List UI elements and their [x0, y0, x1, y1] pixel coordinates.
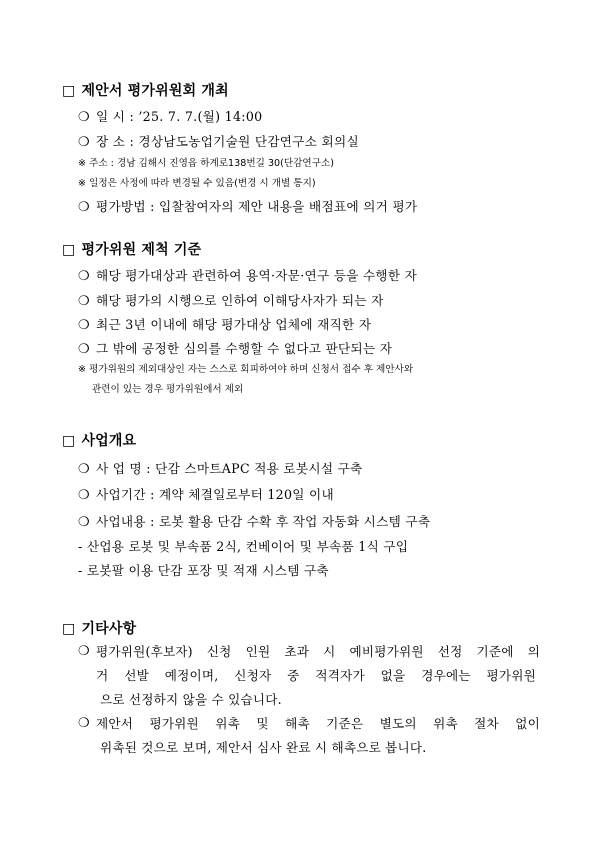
- section-heading-exclusion: [62, 239, 201, 259]
- item-text: 평가방법 : 입찰참여자의 제안 내용을 배점표에 의거 평가: [96, 199, 418, 214]
- item-text: 일 시 : ’25. 7. 7.(월) 14:00: [96, 109, 263, 124]
- list-item-exclusion-1: [78, 265, 417, 284]
- circle-bullet-icon: ❍: [78, 515, 90, 530]
- note-schedule: ※ 일정은 사정에 따라 변경될 수 있음(변경 시 개별 통지): [78, 178, 316, 189]
- note-address: ※ 주소 : 경남 김해시 진영읍 하계로138번길 30(단감연구소): [78, 158, 334, 169]
- section-box-icon: □: [62, 621, 76, 637]
- item-text: 사업내용 : 로봇 활용 단감 수확 후 작업 자동화 시스템 구축: [96, 514, 431, 529]
- list-item-project-content: [78, 511, 430, 530]
- list-item-exclusion-2: [78, 290, 384, 309]
- section-heading-etc: [62, 618, 136, 638]
- paragraph-reserve-evaluators: [78, 640, 540, 712]
- paragraph-line: 으로 선정하지 않을 수 있습니다.: [100, 692, 282, 707]
- circle-bullet-icon: ❍: [78, 488, 90, 503]
- section-heading-overview: [62, 430, 136, 450]
- note-exclusion-line2: 관련이 있는 경우 평가위원에서 제외: [92, 384, 244, 395]
- item-text: 사 업 명 : 단감 스마트APC 적용 로봇시설 구축: [96, 461, 363, 476]
- list-item-exclusion-3: [78, 314, 371, 333]
- circle-bullet-icon: ❍: [78, 135, 90, 150]
- section-title: 기타사항: [81, 621, 137, 637]
- note-exclusion-line1: ※ 평가위원의 제외대상인 자는 스스로 회피하여야 하며 신청서 접수 후 제안사와: [78, 364, 414, 375]
- list-item-project-period: [78, 484, 334, 503]
- paragraph-line: 제안서 평가위원 위촉 및 해촉 기준은 별도의 위촉 절차 없이: [96, 716, 540, 731]
- item-text: 최근 3년 이내에 해당 평가대상 업체에 재직한 자: [96, 317, 372, 332]
- circle-bullet-icon: ❍: [78, 716, 90, 731]
- circle-bullet-icon: ❍: [78, 644, 90, 659]
- circle-bullet-icon: ❍: [78, 269, 90, 284]
- paragraph-line: 평가위원(후보자) 신청 인원 초과 시 예비평가위원 선정 기준에 의: [96, 644, 540, 659]
- list-item-project-name: [78, 458, 363, 477]
- circle-bullet-icon: ❍: [78, 342, 90, 357]
- item-text: 해당 평가의 시행으로 인하여 이해당사자가 되는 자: [96, 293, 384, 308]
- dash-item-robot-purchase: - 산업용 로봇 및 부속품 2식, 컨베이어 및 부속품 1식 구입: [78, 539, 409, 554]
- circle-bullet-icon: ❍: [78, 110, 90, 125]
- section-title: 평가위원 제척 기준: [81, 242, 202, 258]
- section-box-icon: □: [62, 433, 76, 449]
- item-text: 그 밖에 공정한 심의를 수행할 수 없다고 판단되는 자: [96, 341, 393, 356]
- item-text: 해당 평가대상과 관련하여 용역·자문·연구 등을 수행한 자: [96, 268, 418, 283]
- section-box-icon: □: [62, 83, 76, 99]
- list-item-place: [78, 131, 359, 150]
- list-item-method: [78, 196, 417, 215]
- dash-item-packing-system: - 로봇팔 이용 단감 포장 및 적재 시스템 구축: [78, 563, 329, 578]
- section-heading-committee: [62, 80, 229, 100]
- list-item-date: [78, 106, 262, 125]
- item-text: 장 소 : 경상남도농업기술원 단감연구소 회의실: [96, 134, 359, 149]
- item-text: 사업기간 : 계약 체결일로부터 120일 이내: [96, 487, 334, 502]
- section-title: 제안서 평가위원회 개최: [81, 83, 229, 99]
- list-item-exclusion-4: [78, 338, 392, 357]
- circle-bullet-icon: ❍: [78, 318, 90, 333]
- circle-bullet-icon: ❍: [78, 294, 90, 309]
- section-box-icon: □: [62, 242, 76, 258]
- circle-bullet-icon: ❍: [78, 200, 90, 215]
- paragraph-line: 위촉된 것으로 보며, 제안서 심사 완료 시 해촉으로 봅니다.: [100, 740, 427, 755]
- paragraph-line: 거 선발 예정이며, 신청자 중 적격자가 없을 경우에는 평가위원: [96, 668, 536, 683]
- paragraph-appointment: [78, 712, 540, 760]
- circle-bullet-icon: ❍: [78, 462, 90, 477]
- section-title: 사업개요: [81, 433, 137, 449]
